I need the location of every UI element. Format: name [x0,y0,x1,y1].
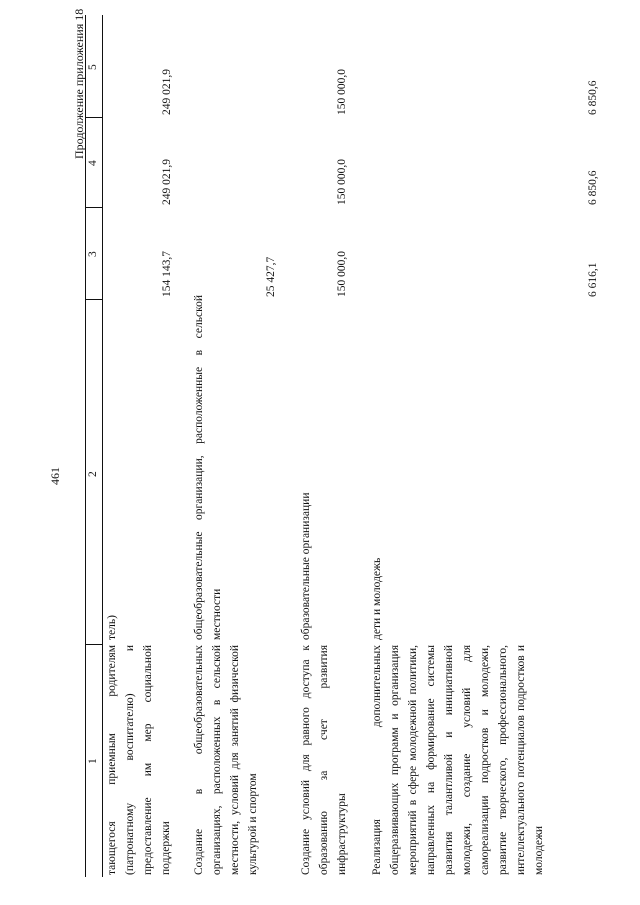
column-header-2: 2 [87,471,99,477]
row-4-value-col5: 6 850,6 [587,80,599,115]
row-4-recipient: дети и молодежь [371,557,383,640]
row-3-value-col3: 150 000,0 [336,251,348,297]
page-number: 461 [48,467,62,485]
table-header-band [85,15,103,877]
column-divider [85,644,103,645]
row-1-recipient: тель) [106,615,118,640]
column-divider [85,207,103,208]
column-header-5: 5 [87,64,99,70]
column-header-1: 1 [87,758,99,764]
row-4-value-col3: 6 616,1 [587,262,599,297]
row-1-value-col3: 154 143,7 [161,251,173,297]
row-4-activity: Реализация дополнительных общеразвивающих программ и организация мероприятий в сфере молодежной политики, направленных на формирование системы развития талантливой и инициативной молодежи, создание условий для самореализации подростков и молодежи, развитие творческого, профессионального, интеллектуального потенциалов подростков и молодежи [371,645,545,875]
continuation-label: Продолжение приложения 18 [72,8,86,159]
row-2-recipient: общеобразовательные организации, расположенные в сельской местности [193,295,223,640]
column-divider [85,117,103,118]
column-header-4: 4 [87,160,99,166]
row-1-activity: тающегося приемным родителям (патронатному воспитателю) и предоставление им мер социальной поддержки [106,645,172,875]
row-4-value-col4: 6 850,6 [587,170,599,205]
column-divider [85,299,103,300]
row-3-recipient: образовательные организации [300,492,312,640]
column-header-3: 3 [87,251,99,257]
row-3-activity: Создание условий для равного доступа к образованию за счет развития инфраструктуры [300,645,348,875]
row-2-activity: Создание в общеобразовательных организациях, расположенных в сельской местности, условий для занятий физической культурой и спортом [193,645,259,875]
row-2-value-col3: 25 427,7 [265,256,277,297]
row-3-value-col5: 150 000,0 [336,69,348,115]
row-1-value-col5: 249 021,9 [161,69,173,115]
row-3-value-col4: 150 000,0 [336,159,348,205]
row-1-value-col4: 249 021,9 [161,159,173,205]
